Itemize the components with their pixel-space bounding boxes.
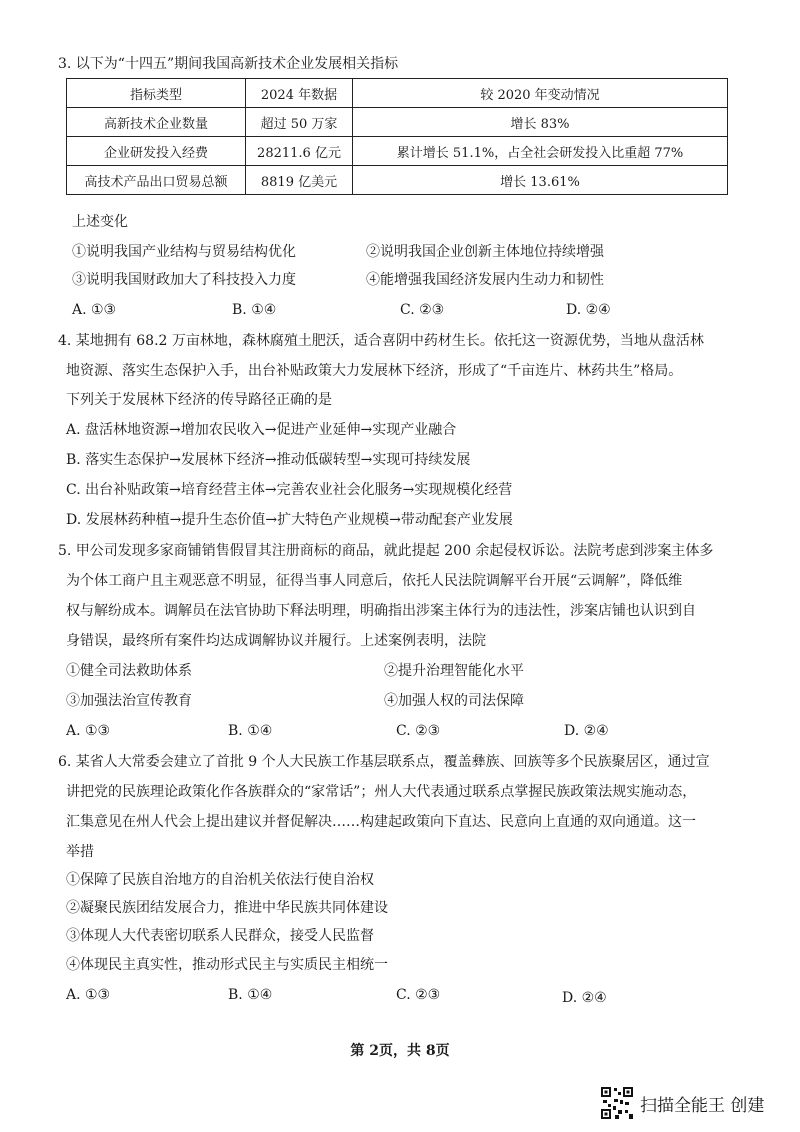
table-cell: 累计增长 51.1%，占全社会研发投入比重超 77% (353, 137, 728, 166)
q4-option-c: C. 出台补贴政策→培育经营主体→完善农业社会化服务→实现规模化经营 (66, 482, 513, 498)
q3-lead: 上述变化 (72, 214, 128, 230)
q5-option-a: A. ①③ (66, 723, 111, 739)
table-header-cell: 指标类型 (67, 79, 246, 108)
q3-stem: 3. 以下为“十四五”期间我国高新技术企业发展相关指标 (58, 56, 399, 72)
table-cell: 企业研发投入经费 (67, 137, 246, 166)
page-number: 第 2页，共 8页 (350, 1043, 450, 1059)
table-cell: 高新技术企业数量 (67, 108, 246, 137)
q6-stem-line: 讲把党的民族理论政策化作各族群众的“家常话”；州人大代表通过联系点掌握民族政策法规实施动态， (66, 784, 697, 800)
qr-code-icon (600, 1086, 634, 1120)
table-header-row (67, 79, 728, 108)
q6-stem-line: 举措 (66, 844, 94, 860)
scanner-brand: 扫描全能王 创建 (640, 1096, 765, 1116)
table-cell: 高技术产品出口贸易总额 (67, 166, 246, 195)
table-row (67, 137, 728, 166)
q3-item: ②说明我国企业创新主体地位持续增强 (366, 244, 604, 260)
q5-option-b: B. ①④ (228, 723, 273, 739)
q3-item: ③说明我国财政加大了科技投入力度 (72, 272, 296, 288)
q3-item: ④能增强我国经济发展内生动力和韧性 (366, 272, 604, 288)
q6-item: ④体现民主真实性，推动形式民主与实质民主相统一 (66, 957, 388, 973)
q6-item: ③体现人大代表密切联系人民群众，接受人民监督 (66, 928, 374, 944)
table-cell: 超过 50 万家 (246, 108, 353, 137)
q3-option-d: D. ②④ (566, 302, 611, 318)
q3-option-b: B. ①④ (232, 302, 277, 318)
table-row (67, 108, 728, 137)
table-cell: 增长 83% (353, 108, 728, 137)
q4-option-a: A. 盘活林地资源→增加农民收入→促进产业延伸→实现产业融合 (66, 422, 457, 438)
table-cell: 8819 亿美元 (246, 166, 353, 195)
q4-stem-line: 地资源、落实生态保护入手，出台补贴政策大力发展林下经济，形成了“千亩连片、林药共生”格局。 (66, 363, 683, 379)
q6-stem-line: 汇集意见在州人代会上提出建议并督促解决……构建起政策向下直达、民意向上直通的双向通道。这一 (66, 814, 696, 830)
q4-option-d: D. 发展林药种植→提升生态价值→扩大特色产业规模→带动配套产业发展 (66, 512, 513, 528)
q4-stem-line: 4. 某地拥有 68.2 万亩林地，森林腐殖土肥沃，适合喜阴中药材生长。依托这一资源优势，当地从盘活林 (58, 333, 704, 349)
q5-item: ③加强法治宣传教育 (66, 693, 192, 709)
q6-option-c: C. ②③ (396, 987, 441, 1003)
q3-option-a: A. ①③ (72, 302, 117, 318)
q5-item: ①健全司法救助体系 (66, 663, 192, 679)
q5-stem-line: 身错误，最终所有案件均达成调解协议并履行。上述案例表明，法院 (66, 633, 486, 649)
table-header-cell: 2024 年数据 (246, 79, 353, 108)
q4-stem-line: 下列关于发展林下经济的传导路径正确的是 (66, 392, 332, 408)
q3-option-c: C. ②③ (400, 302, 445, 318)
indicator-table (66, 78, 728, 195)
q5-stem-line: 5. 甲公司发现多家商铺销售假冒其注册商标的商品，就此提起 200 余起侵权诉讼。法院考虑到涉案主体多 (58, 543, 714, 559)
q6-option-d: D. ②④ (562, 990, 607, 1006)
q6-item: ①保障了民族自治地方的自治机关依法行使自治权 (66, 872, 374, 888)
q6-stem-line: 6. 某省人大常委会建立了首批 9 个人大民族工作基层联系点，覆盖彝族、回族等多个民族聚居区，通过宣 (58, 754, 710, 770)
q4-option-b: B. 落实生态保护→发展林下经济→推动低碳转型→实现可持续发展 (66, 452, 471, 468)
q5-item: ④加强人权的司法保障 (384, 693, 524, 709)
q5-stem-line: 权与解纷成本。调解员在法官协助下释法明理，明确指出涉案主体行为的违法性，涉案店铺也认识到自 (66, 603, 696, 619)
q6-option-a: A. ①③ (66, 987, 111, 1003)
q5-stem-line: 为个体工商户且主观恶意不明显，征得当事人同意后，依托人民法院调解平台开展“云调解”，降低维 (66, 573, 683, 589)
q5-item: ②提升治理智能化水平 (384, 663, 524, 679)
q6-item: ②凝聚民族团结发展合力，推进中华民族共同体建设 (66, 900, 388, 916)
q5-option-d: D. ②④ (564, 723, 609, 739)
table-header-cell: 较 2020 年变动情况 (353, 79, 728, 108)
table-cell: 增长 13.61% (353, 166, 728, 195)
table-cell: 28211.6 亿元 (246, 137, 353, 166)
table-row (67, 166, 728, 195)
q5-option-c: C. ②③ (396, 723, 441, 739)
q3-item: ①说明我国产业结构与贸易结构优化 (72, 244, 296, 260)
q6-option-b: B. ①④ (228, 987, 273, 1003)
